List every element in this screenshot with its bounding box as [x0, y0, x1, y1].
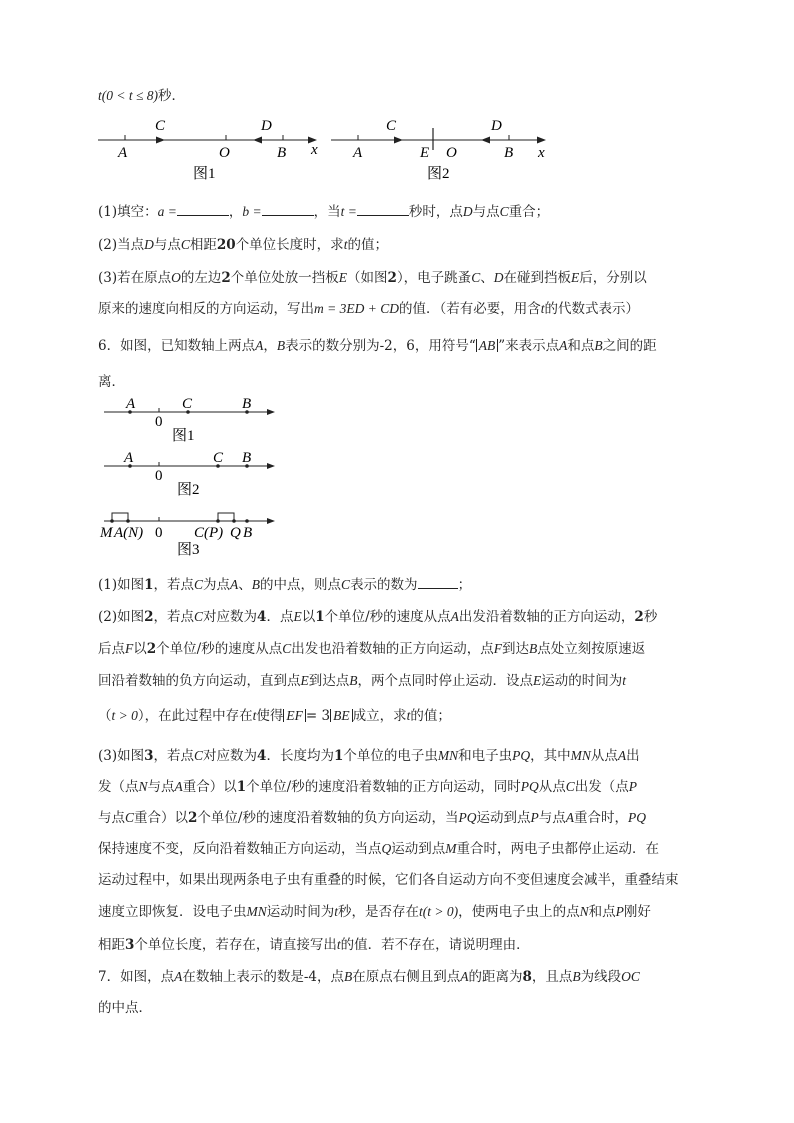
point-A-label: A — [126, 396, 136, 412]
zero-label: 0 — [155, 468, 163, 484]
q6-part3-line6: 速度立即恢复．设电子虫MN运动时间为t秒，是否存在t(t > 0)，使两电子虫上的点N和点P刚好 — [98, 904, 651, 920]
point-A-label: A — [118, 145, 128, 161]
point-A-label: A — [124, 450, 134, 466]
q6-part3-line4: 保持速度不变，反向沿着数轴正方向运动，当点Q运动到点M重合时，两电子虫都停止运动．在 — [98, 841, 659, 857]
q6-part3-line3: 与点C重合）以2个单位/秒的速度沿着数轴的负方向运动，当PQ运动到点P与点A重合时，PQ — [98, 810, 646, 826]
point-D-label: D — [491, 118, 502, 134]
point-Q-label: Q — [230, 525, 241, 541]
zero-label: 0 — [155, 414, 163, 430]
point-B-label: B — [504, 145, 514, 161]
zero-label: 0 — [155, 525, 163, 541]
point-B-label: B — [242, 396, 252, 412]
q6-figure-2 — [100, 450, 290, 500]
point-B-label: B — [243, 525, 253, 541]
point-AN-label: A(N) — [114, 525, 144, 541]
point-M-label: M — [100, 525, 113, 541]
point-C-label: C — [386, 118, 397, 134]
point-E-label: E — [420, 145, 430, 161]
figure-top-left — [95, 112, 325, 182]
figure-top-right — [328, 112, 558, 182]
point-CP-label: C(P) — [194, 525, 224, 541]
q5-part2: (2)当点D与点C相距20个单位长度时，求t的值； — [98, 237, 388, 253]
q5-part3-line1: (3)若在原点O的左边2个单位处放一挡板E（如图2），电子跳蚤C、D在碰到挡板E后，分别以 — [98, 270, 647, 286]
q6-part2-line1: (2)如图2，若点C对应数为4．点E以1个单位/秒的速度从点A出发沿着数轴的正方向运动，2秒 — [98, 609, 658, 625]
q6-part3-line5: 运动过程中，如果出现两条电子虫有重叠的时候，它们各自运动方向不变但速度会减半，重叠结束 — [98, 872, 679, 888]
time-range-line — [98, 84, 185, 104]
q6-part3-line2: 发（点N与点A重合）以1个单位/秒的速度沿着数轴的正方向运动，同时PQ从点C出发（点P — [98, 779, 637, 795]
q7-line1: 7．如图，点A在数轴上表示的数是-4，点B在原点右侧且到点A的距离为8，且点B为线段OC — [98, 969, 640, 985]
figure-caption: 图1 — [193, 166, 216, 182]
q6-intro-line2: 离． — [98, 374, 125, 390]
x-axis-label: x — [538, 145, 545, 161]
q6-part2-line4: （t > 0），在此过程中存在t使得 EF = 3 BE 成立，求t的值； — [98, 708, 451, 724]
q6-figure-3 — [100, 505, 290, 561]
q6-part3-line7: 相距3个单位长度，若存在，请直接写出t的值．若不存在，请说明理由． — [98, 937, 530, 953]
point-C-label: C — [182, 396, 193, 412]
figure-caption: 图1 — [172, 428, 195, 444]
point-D-label: D — [261, 118, 272, 134]
t-variable: t — [98, 88, 102, 103]
q6-intro-line1: 6．如图，已知数轴上两点A，B表示的数分别为-2，6，用符号“ AB ”来表示点A和点B之间的距 — [98, 338, 657, 354]
figure-caption: 图3 — [177, 542, 200, 558]
abs-BE: BE — [330, 709, 353, 722]
q6-part3-line1: (3)如图3，若点C对应数为4．长度均为1个单位的电子虫MN和电子虫PQ，其中MN从点A出 — [98, 748, 640, 764]
point-O-label: O — [219, 145, 230, 161]
q6-figure-1 — [100, 396, 290, 446]
point-B-label: B — [242, 450, 252, 466]
point-O-label: O — [446, 145, 457, 161]
point-C-label: C — [155, 118, 166, 134]
q6-part2-line3: 回沿着数轴的负方向运动，直到点E到达点B，两个点同时停止运动．设点E运动的时间为t — [98, 673, 627, 689]
figure-caption: 图2 — [427, 166, 450, 182]
point-C-label: C — [213, 450, 224, 466]
point-B-label: B — [277, 145, 287, 161]
t-condition: (0 < t ≤ 8) — [101, 88, 159, 103]
x-axis-label: x — [311, 142, 318, 158]
q7-line2: 的中点． — [98, 1000, 152, 1016]
point-A-label: A — [353, 145, 363, 161]
q6-part2-line2: 后点F以2个单位/秒的速度从点C出发也沿着数轴的正方向运动，点F到达B点处立刻按原速返 — [98, 641, 646, 657]
figure-caption: 图2 — [177, 482, 200, 498]
seconds-unit: 秒． — [158, 88, 186, 104]
q6-part1: (1)如图1，若点C为点A、B的中点，则点C表示的数为 ； — [98, 577, 472, 593]
q5-part3-line2: 原来的速度向相反的方向运动，写出m = 3ED + CD的值．（若有必要，用含t的代数式表示） — [98, 301, 639, 317]
q5-part1: (1)填空：a = ，b = ，当t = 秒时，点D与点C重合； — [98, 204, 550, 220]
abs-EF: EF — [283, 709, 306, 722]
abs-AB: AB — [476, 339, 499, 352]
